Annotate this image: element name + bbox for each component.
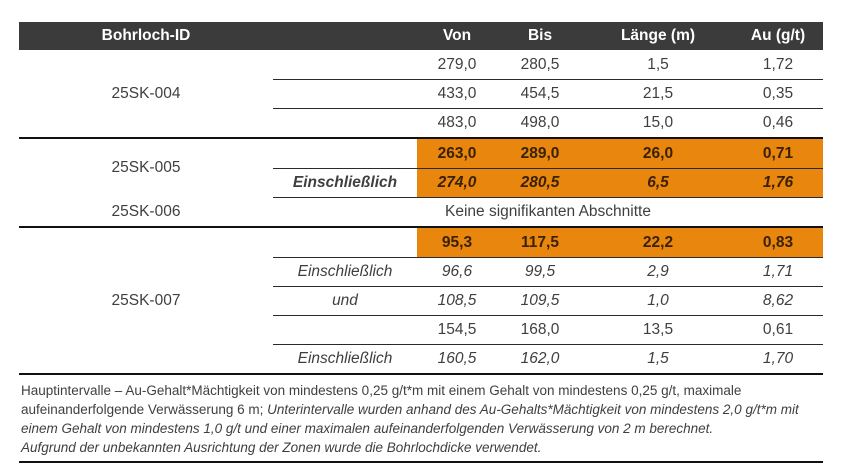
cell-au: 0,83 [733, 228, 823, 257]
cell-bis: 498,0 [497, 108, 583, 137]
footnote-normal-text: Hauptintervalle – Au-Gehalt*Mächtigkeit von mindestens 0,25 g/t*m mit einem Gehalt von mindestens 0,25 g/t, maximale aufeinanderfolgende Verwässerung 6 m; [21, 383, 742, 417]
cell-laenge: 15,0 [583, 108, 733, 137]
cell-bis: 280,5 [497, 168, 583, 197]
header-cell-laenge: Länge (m) [620, 27, 696, 44]
qualifier-label [273, 228, 417, 257]
no-significant-intervals-note: Keine signifikanten Abschnitte [273, 197, 823, 226]
section-25sk-007 [19, 228, 823, 373]
footnote-paragraph [21, 381, 823, 438]
cell-au: 0,71 [733, 139, 823, 168]
cell-bis: 117,5 [497, 228, 583, 257]
cell-laenge: 2,9 [583, 257, 733, 286]
cell-von: 279,0 [437, 55, 477, 73]
hole-id-label: 25SK-007 [111, 291, 181, 309]
cell-au: 0,61 [733, 315, 823, 344]
cell-bis: 289,0 [497, 139, 583, 168]
cell-au: 1,70 [733, 344, 823, 373]
hole-id-label: 25SK-005 [111, 159, 181, 176]
cell-laenge: 1,5 [647, 55, 669, 73]
hole-id-label: 25SK-006 [111, 202, 181, 220]
cell-bis: 162,0 [497, 344, 583, 373]
footnote-second-line: Aufgrund der unbekannten Ausrichtung der Zonen wurde die Bohrlochdicke verwendet. [21, 440, 542, 455]
qualifier-label: Einschließlich [273, 168, 417, 197]
table-header-row [19, 22, 823, 50]
cell-au: 1,72 [762, 55, 794, 73]
cell-laenge: 22,2 [583, 228, 733, 257]
qualifier-label [273, 50, 417, 79]
hole-id-label: 25SK-004 [111, 84, 181, 102]
cell-von: 433,0 [417, 79, 497, 108]
section-25sk-005-006 [19, 139, 823, 226]
header-cell-bohrloch-id: Bohrloch-ID [101, 27, 191, 44]
cell-von: 154,5 [417, 315, 497, 344]
qualifier-label [273, 79, 417, 108]
footnote-italic-text: Unterintervalle wurden anhand des Au-Gehalts*Mächtigkeit von mindestens 2,0 g/t*m mit einem Gehalt von mindestens 1,0 g/t und einer maximalen aufeinanderfolgenden Verwässerung von 2 m berechnet. [21, 402, 799, 436]
cell-laenge: 26,0 [583, 139, 733, 168]
cell-au: 0,35 [733, 79, 823, 108]
cell-au: 1,76 [733, 168, 823, 197]
qualifier-label: Einschließlich [273, 257, 417, 286]
cell-laenge: 21,5 [583, 79, 733, 108]
cell-von: 95,3 [417, 228, 497, 257]
cell-von: 263,0 [417, 139, 497, 168]
qualifier-label: und [273, 286, 417, 315]
qualifier-label [273, 108, 417, 137]
cell-au: 1,71 [733, 257, 823, 286]
cell-laenge: 1,5 [583, 344, 733, 373]
cell-bis: 168,0 [497, 315, 583, 344]
header-cell-bis: Bis [527, 27, 553, 44]
cell-au: 0,46 [733, 108, 823, 137]
qualifier-label [273, 139, 417, 168]
cell-von: 96,6 [417, 257, 497, 286]
cell-von: 483,0 [417, 108, 497, 137]
cell-von: 274,0 [417, 168, 497, 197]
header-cell-qualifier-spacer [273, 22, 417, 50]
cell-bis: 109,5 [497, 286, 583, 315]
footnote [19, 375, 823, 457]
header-cell-von: Von [442, 27, 472, 44]
header-cell-au: Au (g/t) [750, 27, 806, 44]
cell-au: 8,62 [733, 286, 823, 315]
qualifier-label [273, 315, 417, 344]
cell-von: 160,5 [417, 344, 497, 373]
bottom-border-line [19, 461, 823, 463]
qualifier-label: Einschließlich [273, 344, 417, 373]
bohrloch-table [19, 22, 823, 463]
cell-bis: 454,5 [497, 79, 583, 108]
cell-laenge: 1,0 [583, 286, 733, 315]
cell-laenge: 6,5 [583, 168, 733, 197]
cell-bis: 99,5 [497, 257, 583, 286]
section-25sk-004 [19, 50, 823, 137]
cell-bis: 280,5 [520, 55, 560, 73]
cell-von: 108,5 [417, 286, 497, 315]
cell-laenge: 13,5 [583, 315, 733, 344]
